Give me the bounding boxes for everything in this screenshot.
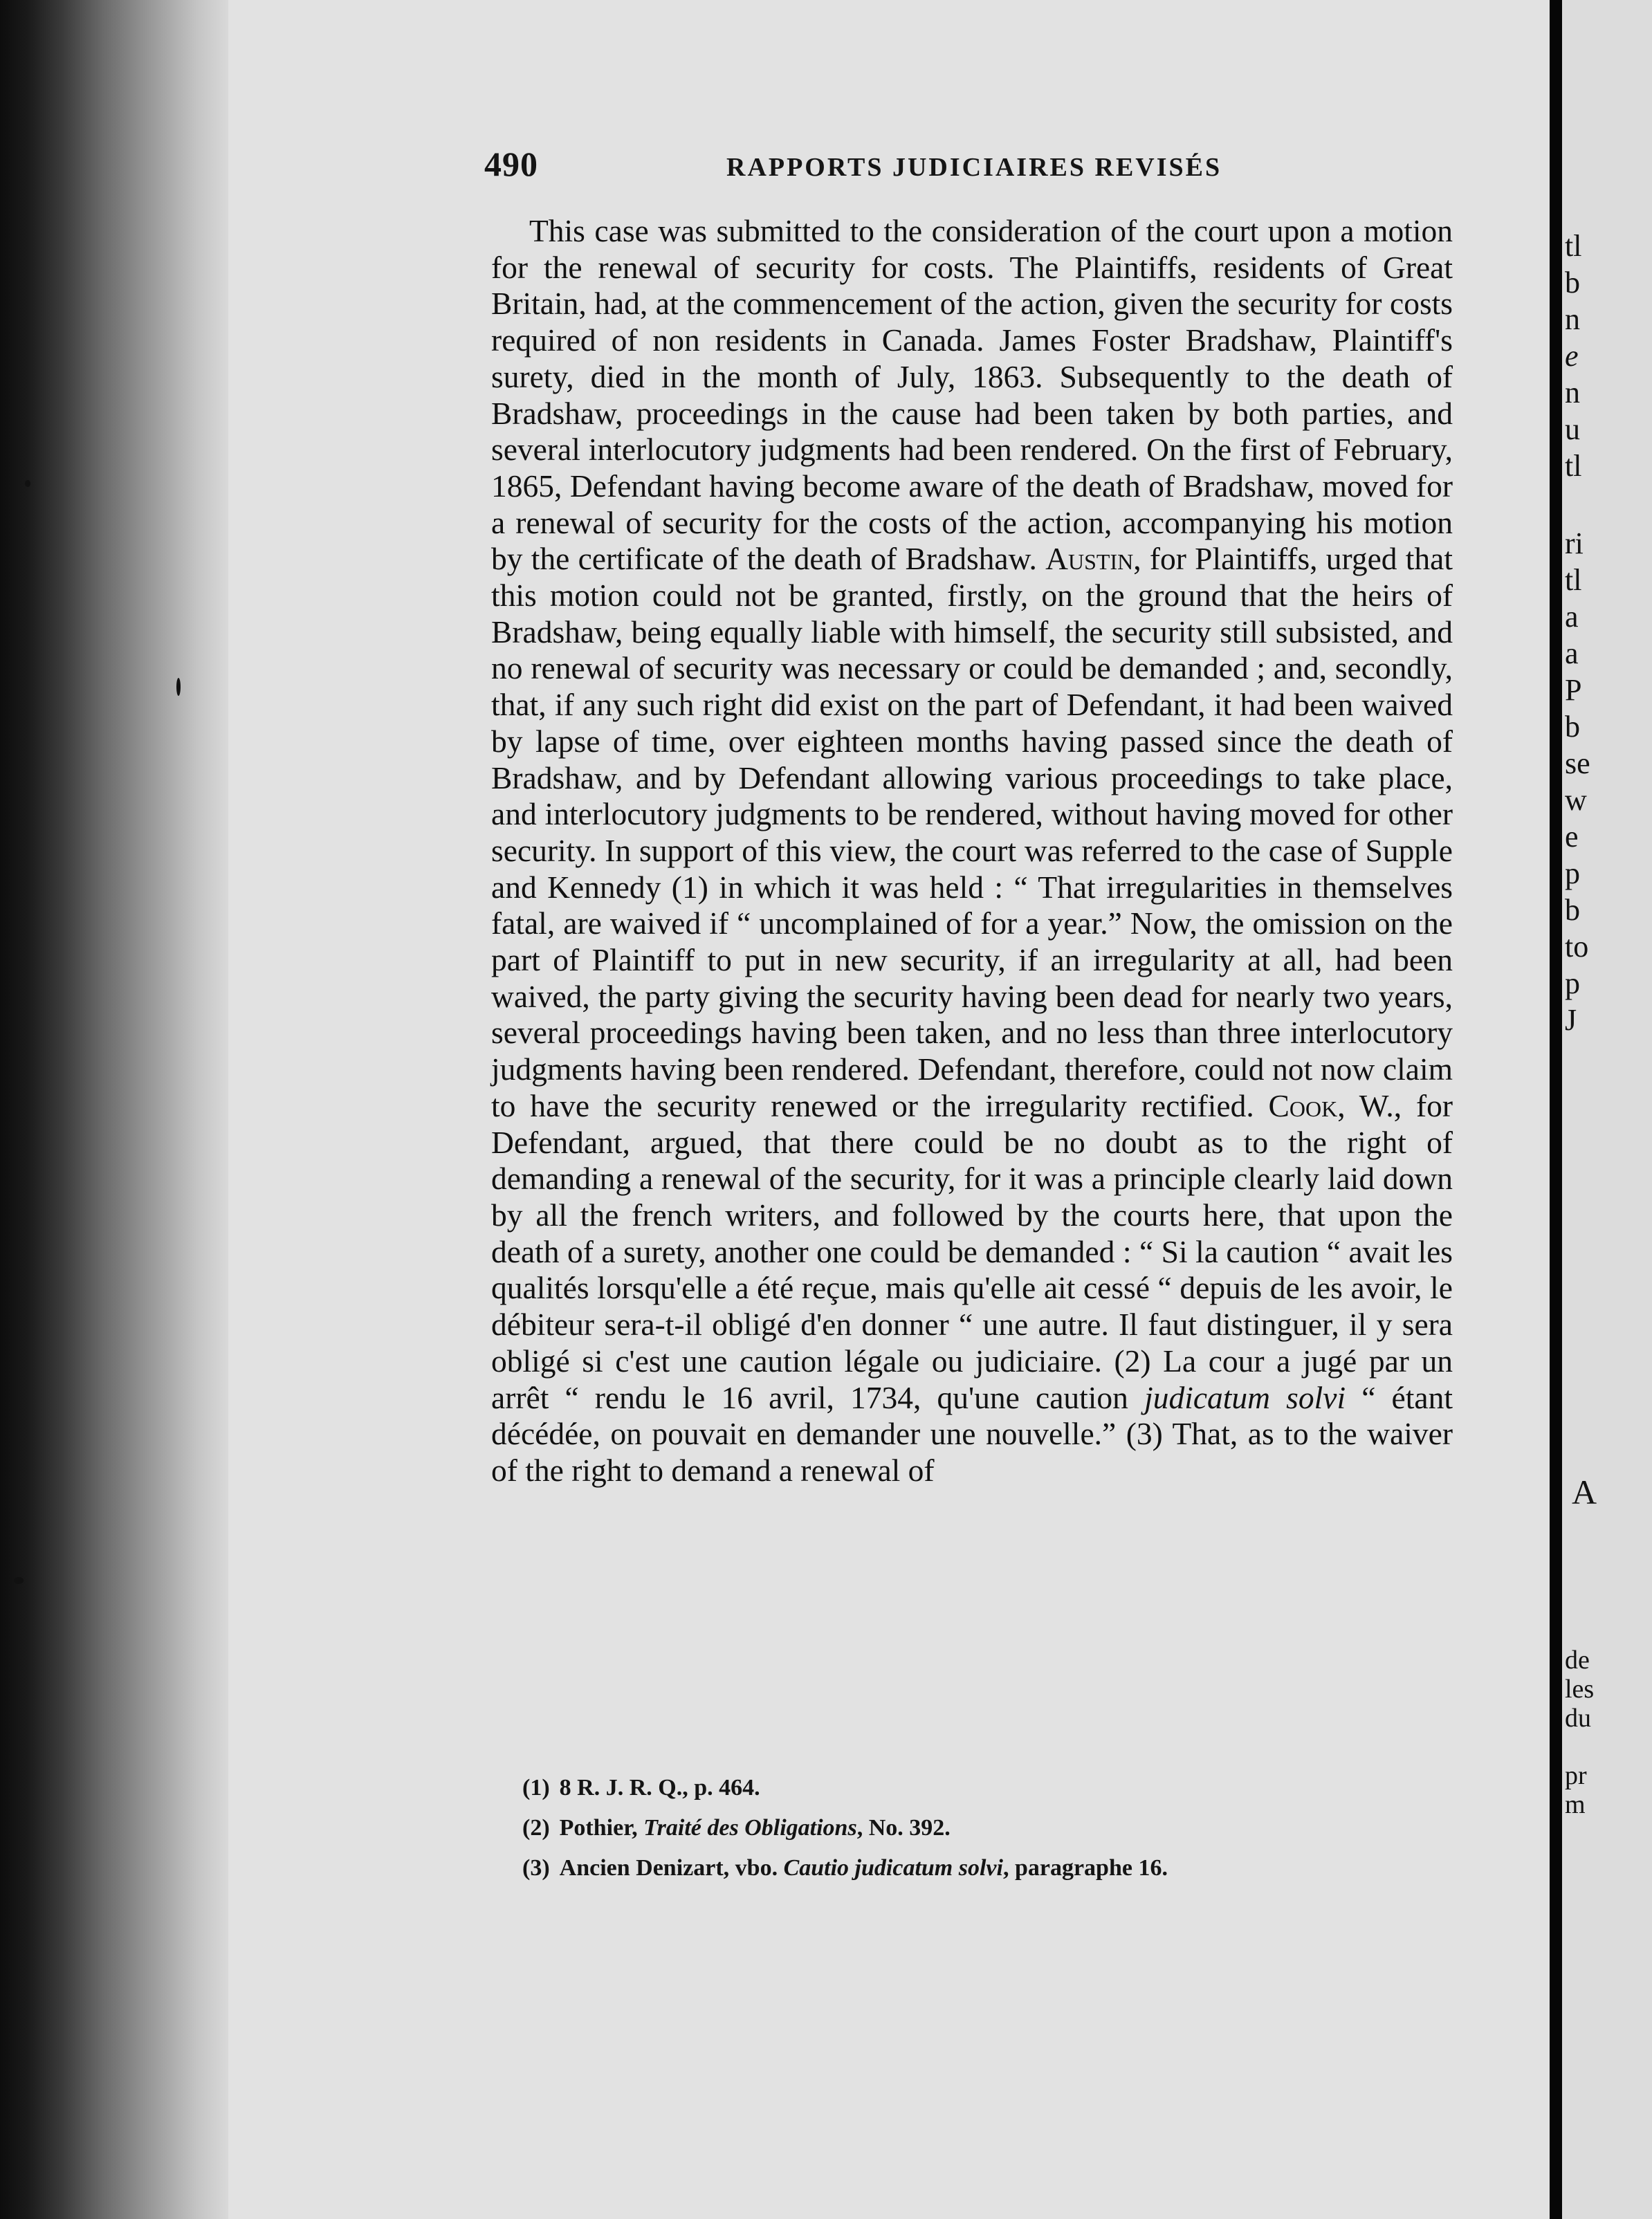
footnote-text: , No. 392. [856, 1815, 951, 1841]
footnote-marker: (3) [522, 1855, 550, 1881]
body-text-segment: “ étant décédée, on pouvait en demander une nouvelle.” (3) That, as to the waiver of the right to demand a renewal of [491, 1379, 1453, 1488]
adjacent-page-fragment: to [1565, 930, 1589, 964]
footnote-2 [522, 1808, 1449, 1848]
page-header [484, 144, 1453, 185]
book-binding-shadow [1550, 0, 1562, 2219]
footnote-title: Cautio judicatum solvi [783, 1855, 1003, 1881]
adjacent-page-fragment: e [1565, 820, 1579, 854]
adjacent-page-fragment: e [1565, 339, 1579, 373]
adjacent-page-fragment: ri [1565, 526, 1584, 560]
adjacent-page-fragment: du [1565, 1704, 1591, 1733]
adjacent-page-fragment: de [1565, 1646, 1590, 1675]
adjacent-page-fragment: J [1565, 1003, 1577, 1037]
adjacent-page-fragment: tl [1565, 449, 1582, 483]
latin-term: judicatum solvi [1144, 1379, 1346, 1415]
adjacent-page-fragment: b [1565, 710, 1580, 744]
body-paragraph [491, 213, 1453, 1489]
gutter-speck [25, 480, 30, 487]
body-text-segment: , W., for Defendant, argued, that there could be no doubt as to the right of demanding a renewal of the security, for it was a principle clearly laid down by all the french writers, and followed by the courts here, that upon the death of a surety, another one could be demanded : “ Si la caution “ avait les qualités lorsqu'elle a été reçue, mais qu'elle ait cessé “ depuis de les avoir, le débiteur sera-t-il obligé d'en donner “ une autre. Il faut distinguer, il y sera obligé si c'est une caution légale ou judiciaire. (2) La cour a jugé par un arrêt “ rendu le 16 avril, 1734, qu'une caution [491, 1087, 1453, 1415]
adjacent-page-fragment: n [1565, 302, 1580, 336]
adjacent-page-fragment: b [1565, 893, 1580, 927]
body-text-segment: This case was submitted to the consideration of the court upon a motion for the renewal of security for costs. The Plaintiffs, residents of Great Britain, had, at the commencement of the action, given the security for costs required of non residents in Canada. James Foster Bradshaw, Plaintiff's surety, died in the month of July, 1863. Subsequently to the death of Bradshaw, proceedings in the cause had been taken by both parties, and several interlocutory judgments had been rendered. On the first of February, 1865, Defendant having become aware of the death of Bradshaw, moved for a renewal of security for the costs of the action, accompanying his motion by the certificate of the death of Bradshaw. [491, 213, 1453, 577]
footnote-text: Ancien Denizart, vbo. [559, 1855, 784, 1881]
page-number: 490 [484, 145, 538, 183]
adjacent-page-fragment: se [1565, 746, 1590, 780]
gutter-speck [176, 678, 181, 696]
book-gutter [0, 0, 228, 2219]
footnote-1 [522, 1768, 1449, 1808]
adjacent-page-fragment: a [1565, 600, 1579, 634]
footnote-text: , paragraphe 16. [1002, 1855, 1168, 1881]
body-text-segment: , for Plaintiffs, urged that this motion could not be granted, firstly, on the ground that the heirs of Bradshaw, being equally liable with himself, the security still subsisted, and no renewal of security was necessary or could be demanded ; and, secondly, that, if any such right did exist on the part of Defendant, it had been waived by lapse of time, over eighteen months having passed since the death of Bradshaw, and by Defendant allowing various proceedings to take place, and interlocutory judgments to be rendered, without having moved for other security. In support of this view, the court was referred to the case of Supple and Kennedy (1) in which it was held : “ That irregularities in themselves fatal, are waived if “ uncomplained of for a year.” Now, the omission on the part of Plaintiff to put in new security, if an irregularity at all, had been waived, the party giving the security having been dead for nearly two years, several proceedings having been taken, and no less than three interlocutory judgments having been rendered. Defendant, therefore, could not now claim to have the security renewed or the irregularity rectified. [491, 541, 1453, 1123]
adjacent-page-fragment: P [1565, 673, 1582, 707]
footnote-marker: (1) [522, 1775, 550, 1801]
footnote-marker: (2) [522, 1815, 550, 1841]
footnote-text: 8 R. J. R. Q., p. 464. [559, 1775, 760, 1801]
footnote-text: Pothier, [559, 1815, 644, 1841]
adjacent-page-fragment: les [1565, 1675, 1595, 1704]
adjacent-page-fragment: w [1565, 783, 1587, 817]
adjacent-page-fragment: a [1565, 636, 1579, 670]
adjacent-page-edge [1562, 0, 1652, 2219]
adjacent-page-fragment: p [1565, 966, 1580, 1000]
footnote-title: Traité des Obligations [643, 1815, 857, 1841]
adjacent-page-fragment: n [1565, 376, 1580, 409]
adjacent-page-fragment: tl [1565, 563, 1582, 597]
adjacent-page-fragment: A [1572, 1473, 1597, 1511]
adjacent-page-fragment: tl [1565, 229, 1582, 263]
counsel-name-cook: Cook [1268, 1087, 1338, 1123]
footnotes [522, 1768, 1449, 1888]
counsel-name-austin: Austin [1045, 541, 1134, 577]
gutter-speck [14, 1577, 24, 1584]
adjacent-page-fragment: pr [1565, 1761, 1587, 1790]
adjacent-page-fragment: p [1565, 856, 1580, 890]
adjacent-page-fragment: b [1565, 266, 1580, 300]
adjacent-page-fragment: u [1565, 412, 1580, 446]
running-head: RAPPORTS JUDICIAIRES REVISÉS [726, 153, 1222, 182]
adjacent-page-fragment: m [1565, 1790, 1586, 1819]
footnote-3 [522, 1848, 1449, 1888]
